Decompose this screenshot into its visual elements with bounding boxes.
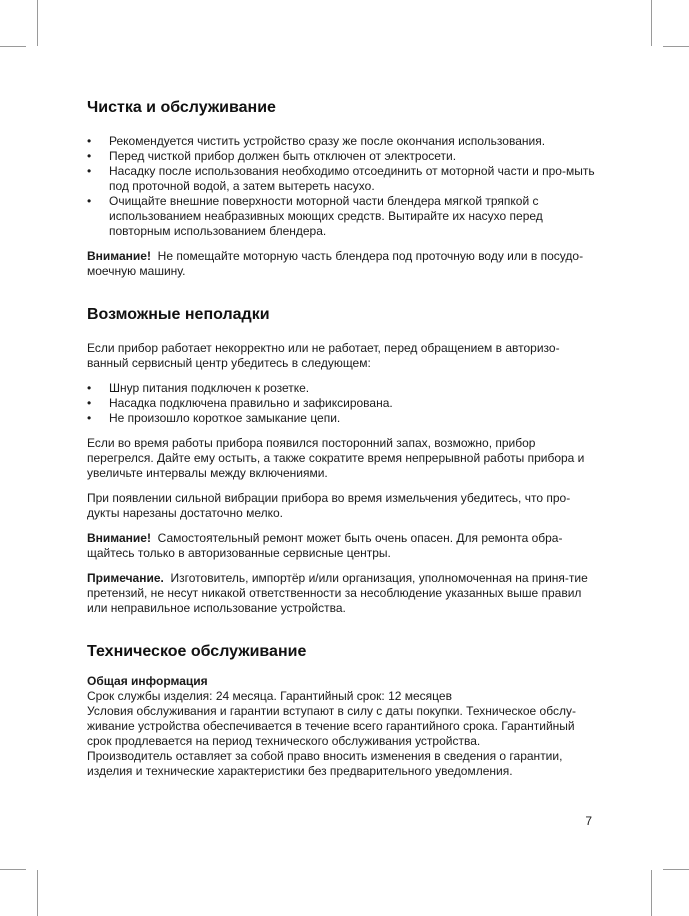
overheat-paragraph: Если во время работы прибора появился посторонний запах, возможно, прибор перегрелся. Дайте ему остыть, а также сократите время непрерывной работы прибора и увеличьте интервалы между включениями. [87,436,585,480]
section-title-troubleshooting: Возможные неполадки [87,306,270,323]
list-item: • Не произошло короткое замыкание цепи. [87,411,341,425]
repair-warning [87,531,597,561]
manufacturer-rights: Производитель оставляет за собой право вносить изменения в сведения о гарантии, изделия и технические характеристики без предварительного уведомления. [87,749,563,778]
warning-text: Не помещайте моторную часть блендера под проточную воду или в посудо-моечную машину. [87,249,584,278]
troubleshooting-list [87,381,597,426]
cleaning-list [87,134,597,239]
cleaning-warning [87,249,597,279]
list-item: • Шнур питания подключен к розетке. [87,381,310,395]
crop-mark [651,870,652,916]
note-text: Изготовитель, импортёр и/или организация, уполномоченная на приня-тие претензий, не несут никакой ответственности за несоблюдение указанных выше правил или неправильное использование устройства. [87,571,588,615]
section-title-maintenance: Техническое обслуживание [87,643,307,660]
crop-mark [663,869,689,870]
list-item: • Рекомендуется чистить устройство сразу же после окончания использования. [87,134,546,148]
bullet-icon: • [87,194,92,208]
bullet-icon: • [87,149,92,163]
page-content [87,98,597,779]
crop-mark [37,0,38,46]
list-item: • Насадку после использования необходимо отсоединить от моторной части и про-мыть под проточной водой, а затем вытереть насухо. [87,164,595,193]
page-number: 7 [585,814,592,828]
list-item: • Перед чисткой прибор должен быть отключен от электросети. [87,149,457,163]
warranty-conditions: Условия обслуживания и гарантии вступают в силу с даты покупки. Техническое обслу-живание устройства обеспечивается в течение всего гарантийного срока. Гарантийный срок продлевается на период технического обслуживания устройства. [87,704,576,748]
bullet-icon: • [87,381,92,395]
crop-mark [37,870,38,916]
general-info-title: Общая информация [87,674,208,688]
liability-note [87,571,597,616]
list-item: • Насадка подключена правильно и зафиксирована. [87,396,393,410]
crop-mark [663,46,689,47]
vibration-paragraph: При появлении сильной вибрации прибора во время измельчения убедитесь, что про-дукты нарезаны достаточно мелко. [87,491,571,520]
troubleshooting-intro: Если прибор работает некорректно или не работает, перед обращением в авторизо-ванный сервисный центр убедитесь в следующем: [87,341,560,370]
warning-label: Внимание! [87,531,151,545]
warning-text: Самостоятельный ремонт может быть очень опасен. Для ремонта обра-щайтесь только в авторизованные сервисные центры. [87,531,563,560]
bullet-icon: • [87,411,92,425]
list-item: • Очищайте внешние поверхности моторной части блендера мягкой тряпкой с использованием неабразивных моющих средств. Вытирайте их насухо перед повторным использованием блендера. [87,194,543,238]
warning-label: Внимание! [87,249,151,263]
crop-mark [651,0,652,46]
crop-mark [0,46,26,47]
bullet-icon: • [87,396,92,410]
section-title-cleaning: Чистка и обслуживание [87,99,276,116]
service-life-line: Срок службы изделия: 24 месяца. Гарантийный срок: 12 месяцев [87,689,452,703]
bullet-icon: • [87,164,92,178]
note-label: Примечание. [87,571,164,585]
bullet-icon: • [87,134,92,148]
crop-mark [0,869,26,870]
